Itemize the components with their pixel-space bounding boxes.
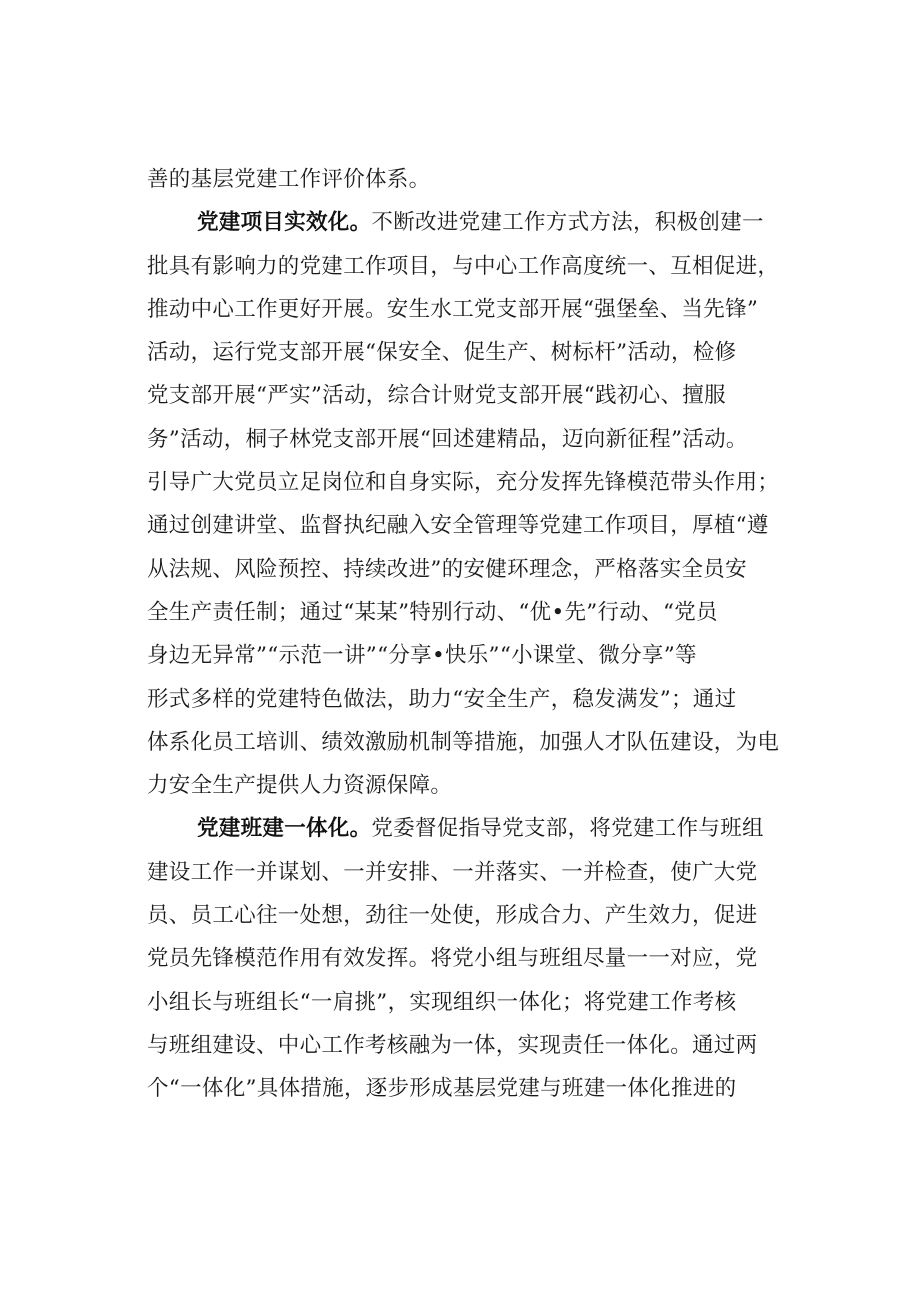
- line-text: 与班组建设、中心工作考核融为一体，实现责任一体化。通过两: [147, 1032, 758, 1058]
- line-text: 党委督促指导党支部，将党建工作与班组: [371, 816, 764, 842]
- text-line: [147, 721, 807, 764]
- text-line: [147, 634, 807, 677]
- line-text: 员、员工心往一处想，劲往一处使，形成合力、产生效力，促进: [147, 903, 758, 929]
- text-line: [147, 851, 807, 894]
- line-text: 党员先锋模范作用有效发挥。将党小组与班组尽量一一对应，党: [147, 946, 758, 972]
- text-line: [147, 591, 807, 634]
- line-text: 个“一体化”具体措施，逐步形成基层党建与班建一体化推进的: [147, 1076, 737, 1102]
- text-line: [147, 374, 807, 417]
- text-line: [147, 548, 807, 591]
- text-line: [147, 288, 807, 331]
- text-line: [147, 678, 807, 721]
- line-text: 通过创建讲堂、监督执纪融入安全管理等党建工作项目，厚植“遵: [147, 513, 769, 539]
- line-text: 善的基层党建工作评价体系。: [147, 167, 431, 192]
- paragraph-heading: 党建班建一体化。: [197, 816, 372, 842]
- line-text: 推动中心工作更好开展。安生水工党支部开展“强堡垒、当先锋”: [147, 296, 759, 322]
- text-line: [147, 1024, 807, 1067]
- line-text: 身边无异常”“示范一讲”“分享•快乐”“小课堂、微分享”等: [147, 643, 697, 669]
- line-text: 党支部开展“严实”活动，综合计财党支部开展“践初心、擅服: [147, 383, 726, 409]
- line-text: 引导广大党员立足岗位和自身实际，充分发挥先锋模范带头作用；: [147, 470, 780, 496]
- paragraph-heading: 党建项目实效化。: [197, 210, 372, 236]
- document-body: [147, 158, 807, 1111]
- text-line: [147, 1067, 807, 1110]
- text-line: [147, 504, 807, 547]
- line-text: 务”活动，桐子林党支部开展“回述建精品，迈向新征程”活动。: [147, 426, 748, 452]
- text-line: [147, 158, 807, 201]
- text-line: [147, 894, 807, 937]
- line-text: 形式多样的党建特色做法，助力“安全生产，稳发满发”；通过: [147, 686, 737, 712]
- text-line: [147, 331, 807, 374]
- paragraph-start-line: [147, 201, 807, 244]
- text-line: [147, 937, 807, 980]
- line-text: 从法规、风险预控、持续改进”的安健环理念，严格落实全员安: [147, 556, 747, 582]
- text-line: [147, 981, 807, 1024]
- text-line: [147, 764, 807, 807]
- line-text: 力安全生产提供人力资源保障。: [147, 773, 453, 799]
- line-text: 全生产责任制；通过“某某”特别行动、“优•先”行动、“党员: [147, 599, 718, 625]
- line-text: 批具有影响力的党建工作项目，与中心工作高度统一、互相促进，: [147, 253, 780, 279]
- text-line: [147, 418, 807, 461]
- line-text: 活动，运行党支部开展“保安全、促生产、树标杆”活动，检修: [147, 340, 737, 366]
- line-text: 不断改进党建工作方式方法，积极创建一: [371, 210, 764, 236]
- paragraph-start-line: [147, 807, 807, 850]
- text-line: [147, 461, 807, 504]
- text-line: [147, 245, 807, 288]
- line-text: 体系化员工培训、绩效激励机制等措施，加强人才队伍建设，为电: [147, 729, 780, 755]
- line-text: 小组长与班组长“一肩挑”，实现组织一体化；将党建工作考核: [147, 989, 737, 1015]
- line-text: 建设工作一并谋划、一并安排、一并落实、一并检查，使广大党: [147, 859, 758, 885]
